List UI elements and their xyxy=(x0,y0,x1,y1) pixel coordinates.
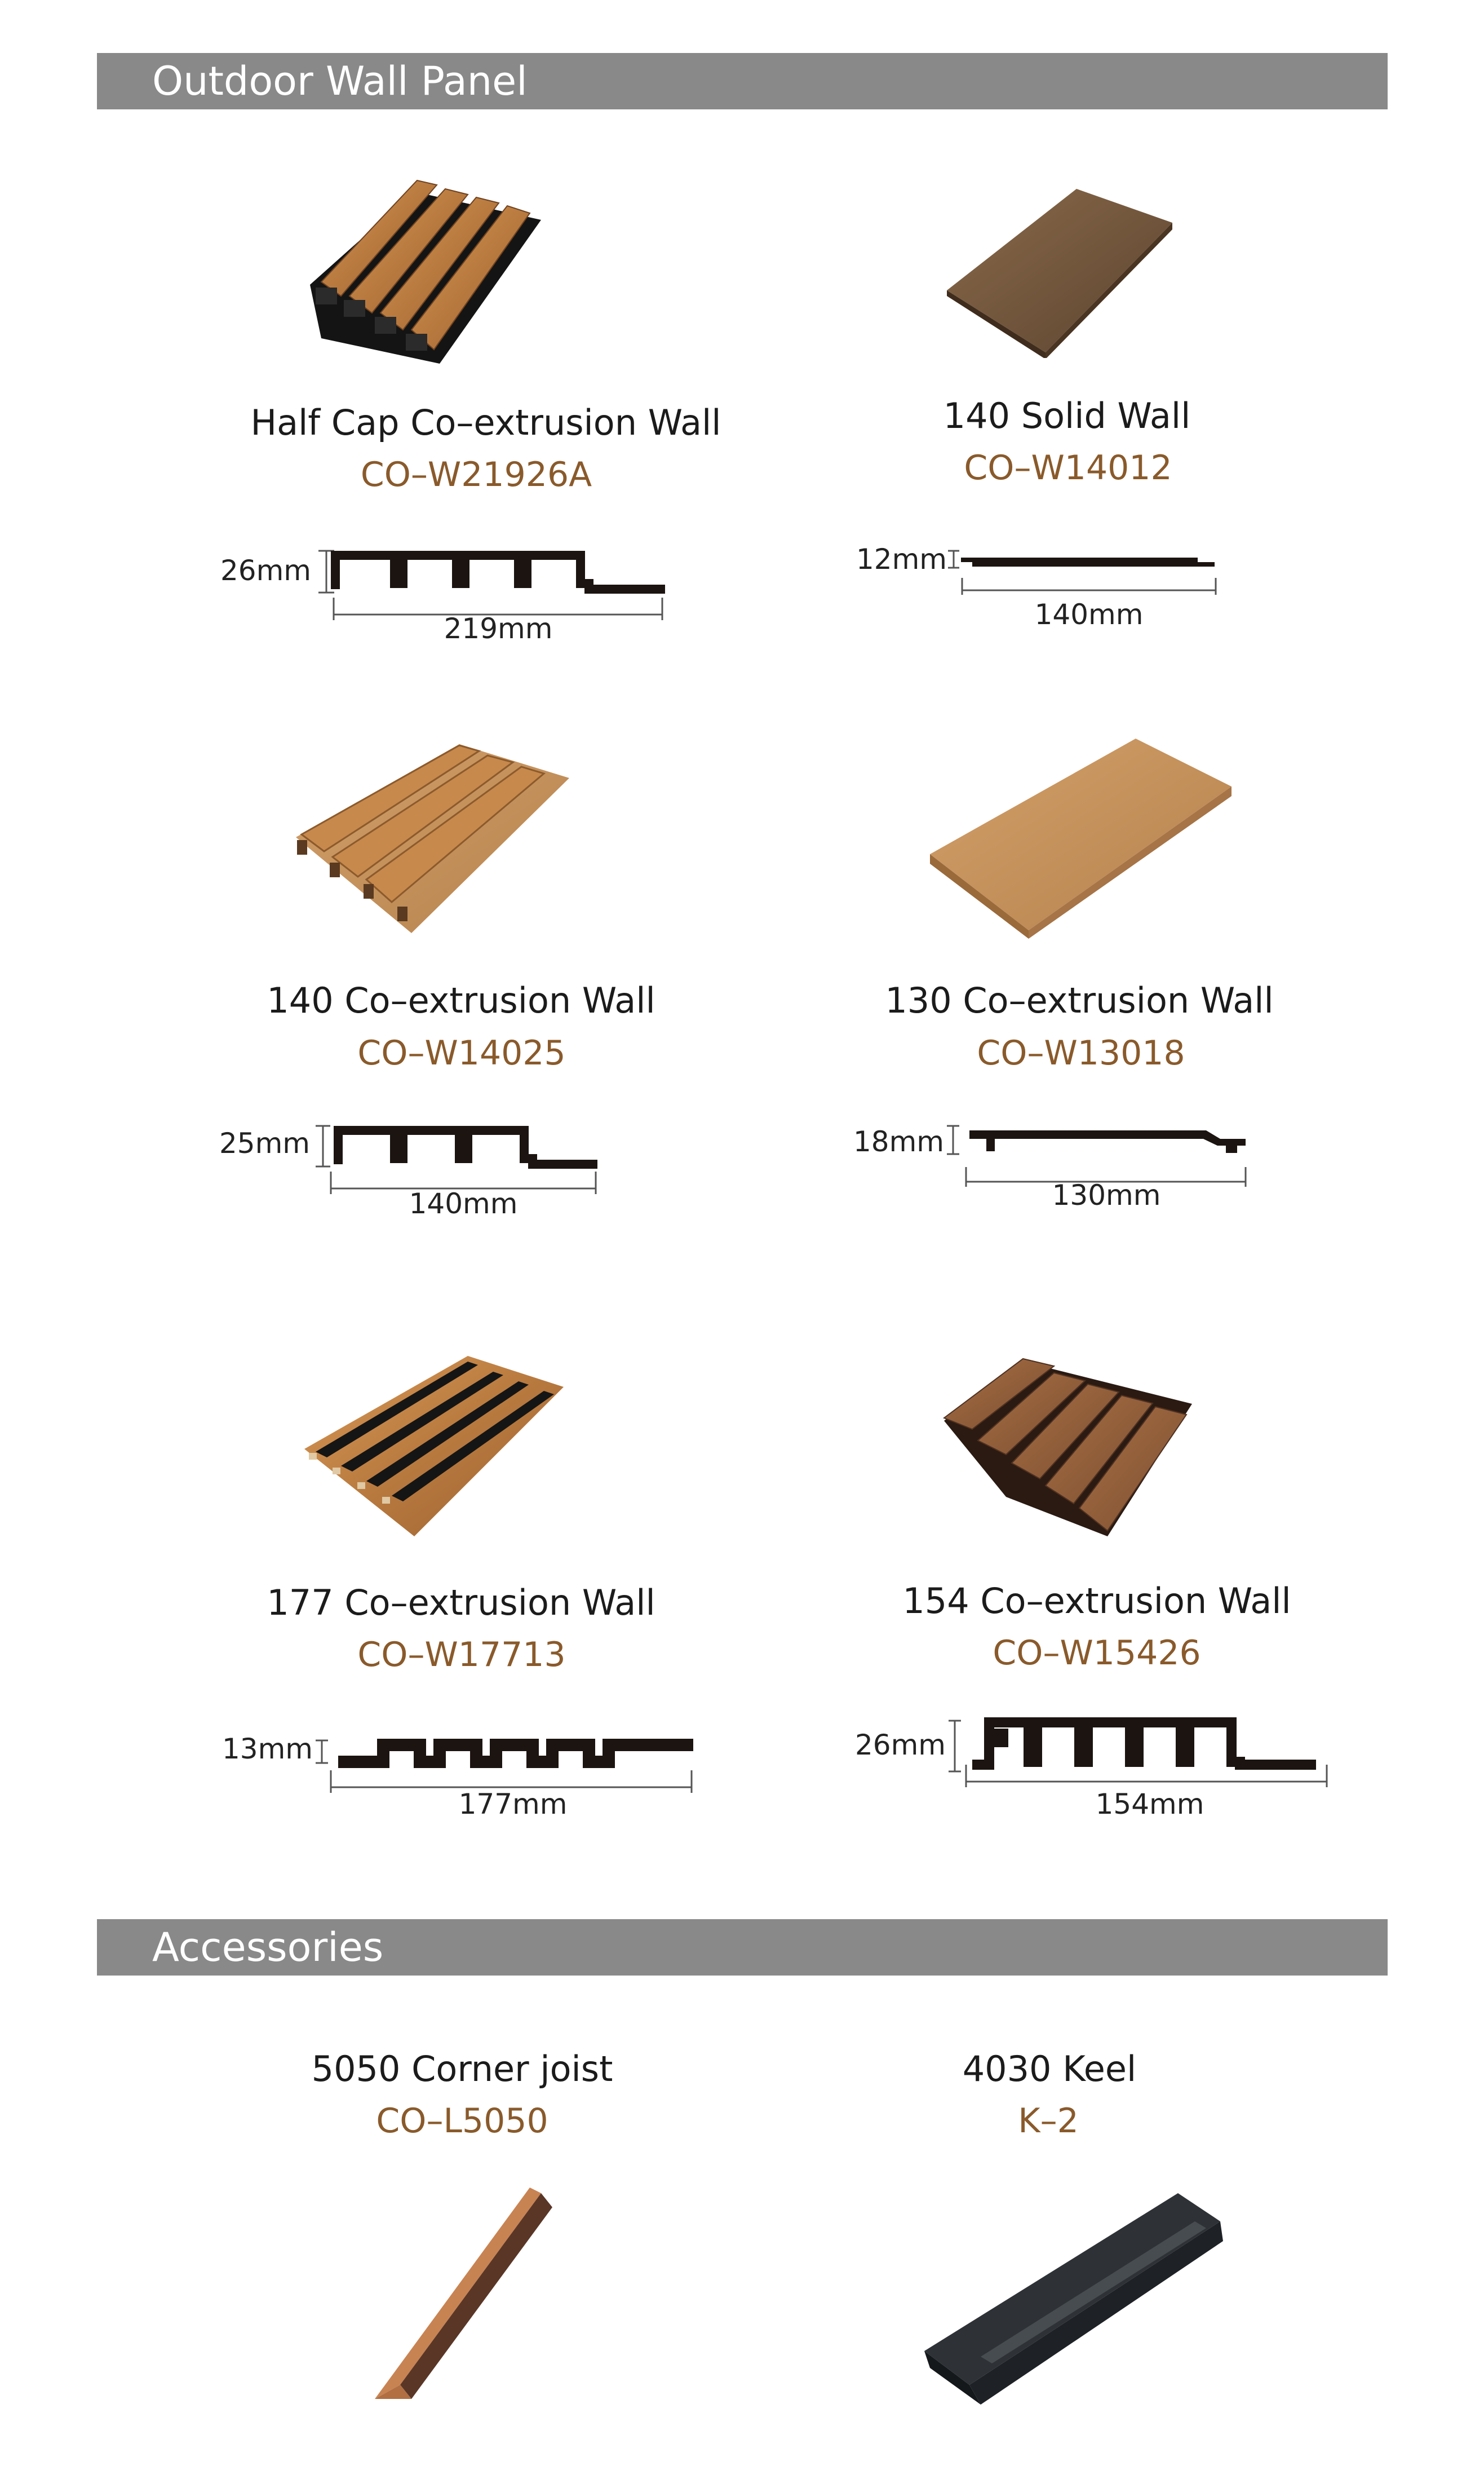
height-bracket xyxy=(316,1125,333,1170)
height-bracket xyxy=(947,1125,962,1159)
width-dimension: 177mm xyxy=(458,1788,568,1820)
height-dimension: 12mm xyxy=(856,543,947,576)
height-bracket xyxy=(949,1720,963,1776)
product-code: CO–W14025 xyxy=(357,1033,566,1073)
section-title: Accessories xyxy=(152,1924,384,1970)
section-title: Outdoor Wall Panel xyxy=(152,58,528,104)
height-dimension: 18mm xyxy=(853,1125,944,1158)
product-code: CO–W21926A xyxy=(360,455,592,494)
product-name: 177 Co–extrusion Wall xyxy=(267,1582,655,1623)
section-banner-outdoor-wall-panel xyxy=(97,53,1388,109)
width-dimension: 154mm xyxy=(1095,1788,1204,1820)
cross-section-profile xyxy=(961,550,1226,572)
height-dimension: 26mm xyxy=(854,1729,946,1761)
height-dimension: 13mm xyxy=(222,1733,313,1765)
accessory-code: CO–L5050 xyxy=(376,2101,548,2141)
product-code: CO–W15426 xyxy=(993,1633,1201,1673)
section-banner-accessories xyxy=(97,1919,1388,1976)
product-code: CO–W13018 xyxy=(977,1033,1185,1073)
flat-board-photo xyxy=(924,733,1240,942)
product-name: Half Cap Co–extrusion Wall xyxy=(250,402,721,443)
corner-joist-photo xyxy=(366,2182,558,2407)
product-name: 140 Solid Wall xyxy=(943,395,1191,436)
deep-fluted-panel-photo xyxy=(938,1356,1198,1542)
height-bracket xyxy=(948,550,962,572)
three-flute-panel-photo xyxy=(290,739,572,942)
height-bracket xyxy=(316,1739,330,1767)
cross-section-profile xyxy=(333,1736,699,1770)
width-dimension: 140mm xyxy=(409,1187,518,1220)
solid-board-photo xyxy=(941,183,1178,358)
accessory-name: 4030 Keel xyxy=(962,2048,1137,2089)
accessory-code: K–2 xyxy=(1018,2101,1079,2141)
accessory-name: 5050 Corner joist xyxy=(311,2048,613,2089)
half-cap-panel-photo xyxy=(304,169,564,372)
cross-section-profile xyxy=(333,1125,603,1170)
height-dimension: 26mm xyxy=(220,554,311,587)
product-name: 140 Co–extrusion Wall xyxy=(267,980,655,1021)
width-bracket xyxy=(961,578,1220,600)
product-name: 130 Co–extrusion Wall xyxy=(885,980,1274,1021)
product-name: 154 Co–extrusion Wall xyxy=(902,1580,1291,1621)
width-dimension: 140mm xyxy=(1034,598,1144,631)
height-dimension: 25mm xyxy=(219,1127,310,1160)
product-code: CO–W17713 xyxy=(357,1635,566,1674)
width-dimension: 219mm xyxy=(444,612,553,645)
cross-section-profile xyxy=(333,550,671,598)
width-dimension: 130mm xyxy=(1052,1179,1161,1212)
cross-section-profile xyxy=(964,1122,1257,1167)
product-code: CO–W14012 xyxy=(964,448,1172,488)
striped-panel-photo xyxy=(299,1350,569,1542)
keel-photo xyxy=(913,2188,1229,2407)
